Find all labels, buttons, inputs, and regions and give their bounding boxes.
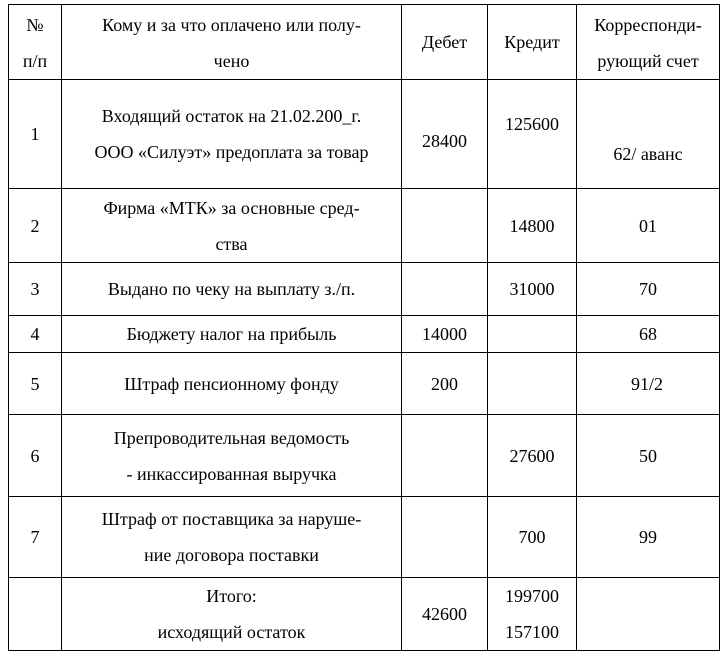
table-row [9, 189, 720, 263]
row-credit: 31000 [488, 263, 577, 316]
row-description-line: ние договора поставки [144, 545, 319, 565]
header-row [9, 5, 720, 80]
row-description-line: Штраф от поставщика за наруше- [101, 509, 362, 529]
row-description-line: Штраф пенсионному фонду [124, 373, 339, 394]
row-description-line: Бюджету налог на прибыль [126, 324, 337, 344]
row-credit [488, 316, 577, 353]
total-label: Итого: [206, 586, 257, 606]
row-credit: 14800 [488, 189, 577, 263]
total-debit: 42600 [402, 578, 488, 651]
row-credit: 125600 [488, 80, 577, 189]
row-number: 3 [9, 263, 62, 316]
header-account [577, 5, 720, 80]
row-description-line: Входящий остаток на 21.02.200_г. [101, 106, 362, 126]
row-account: 62/ аванс [577, 80, 720, 189]
ledger-table [8, 4, 720, 651]
header-account-line2: рующий счет [597, 51, 699, 71]
row-description-line: ства [215, 233, 248, 254]
table-row [9, 415, 720, 497]
row-description [62, 189, 402, 263]
row-description-line: ООО «Силуэт» предоплата за товар [94, 142, 369, 162]
row-account: 91/2 [577, 353, 720, 415]
table-row [9, 80, 720, 189]
header-number-line1: № [26, 15, 44, 35]
row-account: 70 [577, 263, 720, 316]
row-credit: 27600 [488, 415, 577, 497]
row-account: 01 [577, 189, 720, 263]
row-description [62, 80, 402, 189]
row-description [62, 415, 402, 497]
row-account: 68 [577, 316, 720, 353]
header-description-line2: чено [213, 51, 250, 71]
total-credit [488, 578, 577, 651]
row-description-line: Фирма «МТК» за основные сред- [103, 197, 360, 218]
table-row [9, 353, 720, 415]
header-credit-label: Кредит [504, 32, 560, 52]
row-description-line: - инкассированная выручка [126, 463, 337, 484]
total-row [9, 578, 720, 651]
row-number: 1 [9, 80, 62, 189]
header-account-line1: Корреспонди- [594, 15, 702, 35]
total-account [577, 578, 720, 651]
row-credit: 700 [488, 497, 577, 578]
row-description-line: Препроводительная ведомость [113, 427, 350, 448]
header-description [62, 5, 402, 80]
row-number: 2 [9, 189, 62, 263]
row-debit: 200 [402, 353, 488, 415]
header-description-line1: Кому и за что оплачено или полу- [102, 15, 361, 35]
header-number [9, 5, 62, 80]
table-row [9, 316, 720, 353]
row-description [62, 497, 402, 578]
header-credit [488, 5, 577, 80]
total-sublabel: исходящий остаток [157, 622, 306, 642]
row-debit: 14000 [402, 316, 488, 353]
row-account: 50 [577, 415, 720, 497]
header-debit-label: Дебет [421, 32, 468, 52]
row-debit [402, 189, 488, 263]
row-debit: 28400 [402, 80, 488, 189]
row-account: 99 [577, 497, 720, 578]
row-description [62, 353, 402, 415]
row-number: 4 [9, 316, 62, 353]
header-number-line2: п/п [22, 51, 48, 71]
total-description [62, 578, 402, 651]
total-number [9, 578, 62, 651]
cash-register-sheet [8, 4, 720, 651]
table-row [9, 497, 720, 578]
row-debit [402, 497, 488, 578]
row-credit [488, 353, 577, 415]
row-number: 6 [9, 415, 62, 497]
row-description [62, 316, 402, 353]
row-debit [402, 263, 488, 316]
row-debit [402, 415, 488, 497]
header-debit [402, 5, 488, 80]
row-description [62, 263, 402, 316]
row-number: 7 [9, 497, 62, 578]
row-number: 5 [9, 353, 62, 415]
total-credit-balance: 157100 [505, 622, 559, 642]
total-credit-turnover: 199700 [505, 586, 559, 606]
table-row [9, 263, 720, 316]
row-description-line: Выдано по чеку на выплату з./п. [107, 279, 356, 299]
